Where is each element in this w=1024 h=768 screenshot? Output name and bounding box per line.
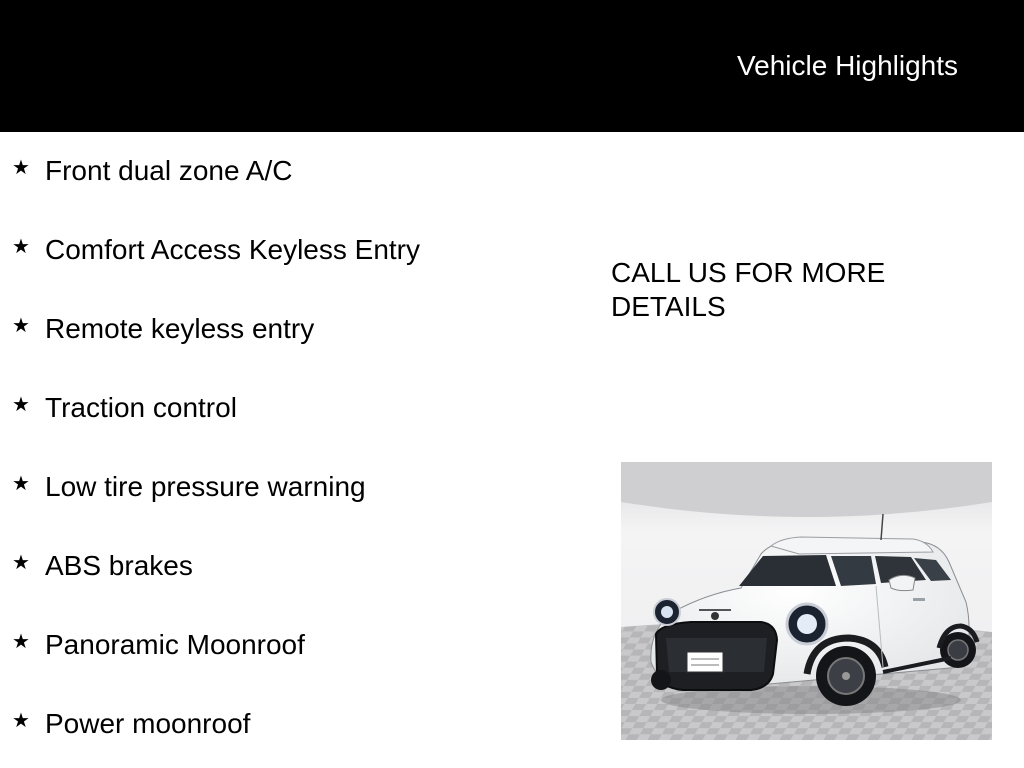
feature-label: Power moonroof <box>45 708 251 739</box>
feature-item <box>0 468 600 508</box>
feature-item <box>0 389 600 429</box>
header-bar <box>0 0 1024 132</box>
star-icon: ★ <box>12 552 30 574</box>
page-title: Vehicle Highlights <box>737 50 959 81</box>
feature-label: Front dual zone A/C <box>45 155 293 186</box>
feature-item <box>0 705 600 745</box>
star-icon: ★ <box>12 157 30 179</box>
star-icon: ★ <box>12 631 30 653</box>
feature-item <box>0 626 600 666</box>
star-icon: ★ <box>12 710 30 732</box>
feature-label: Comfort Access Keyless Entry <box>45 234 421 265</box>
feature-label: Remote keyless entry <box>45 313 315 344</box>
feature-label: Low tire pressure warning <box>45 471 366 502</box>
vehicle-photo <box>621 462 992 740</box>
star-icon: ★ <box>12 473 30 495</box>
cta-line-2: DETAILS <box>611 291 726 322</box>
star-icon: ★ <box>12 394 30 416</box>
star-icon: ★ <box>12 315 30 337</box>
call-to-action <box>611 256 941 324</box>
feature-label: Traction control <box>45 392 237 423</box>
feature-item <box>0 310 600 350</box>
star-icon: ★ <box>12 236 30 258</box>
feature-item <box>0 231 600 271</box>
feature-item <box>0 547 600 587</box>
feature-list <box>0 132 600 768</box>
feature-label: Panoramic Moonroof <box>45 629 305 660</box>
feature-label: ABS brakes <box>45 550 193 581</box>
cta-line-1: CALL US FOR MORE <box>611 257 886 288</box>
feature-item <box>0 152 600 192</box>
